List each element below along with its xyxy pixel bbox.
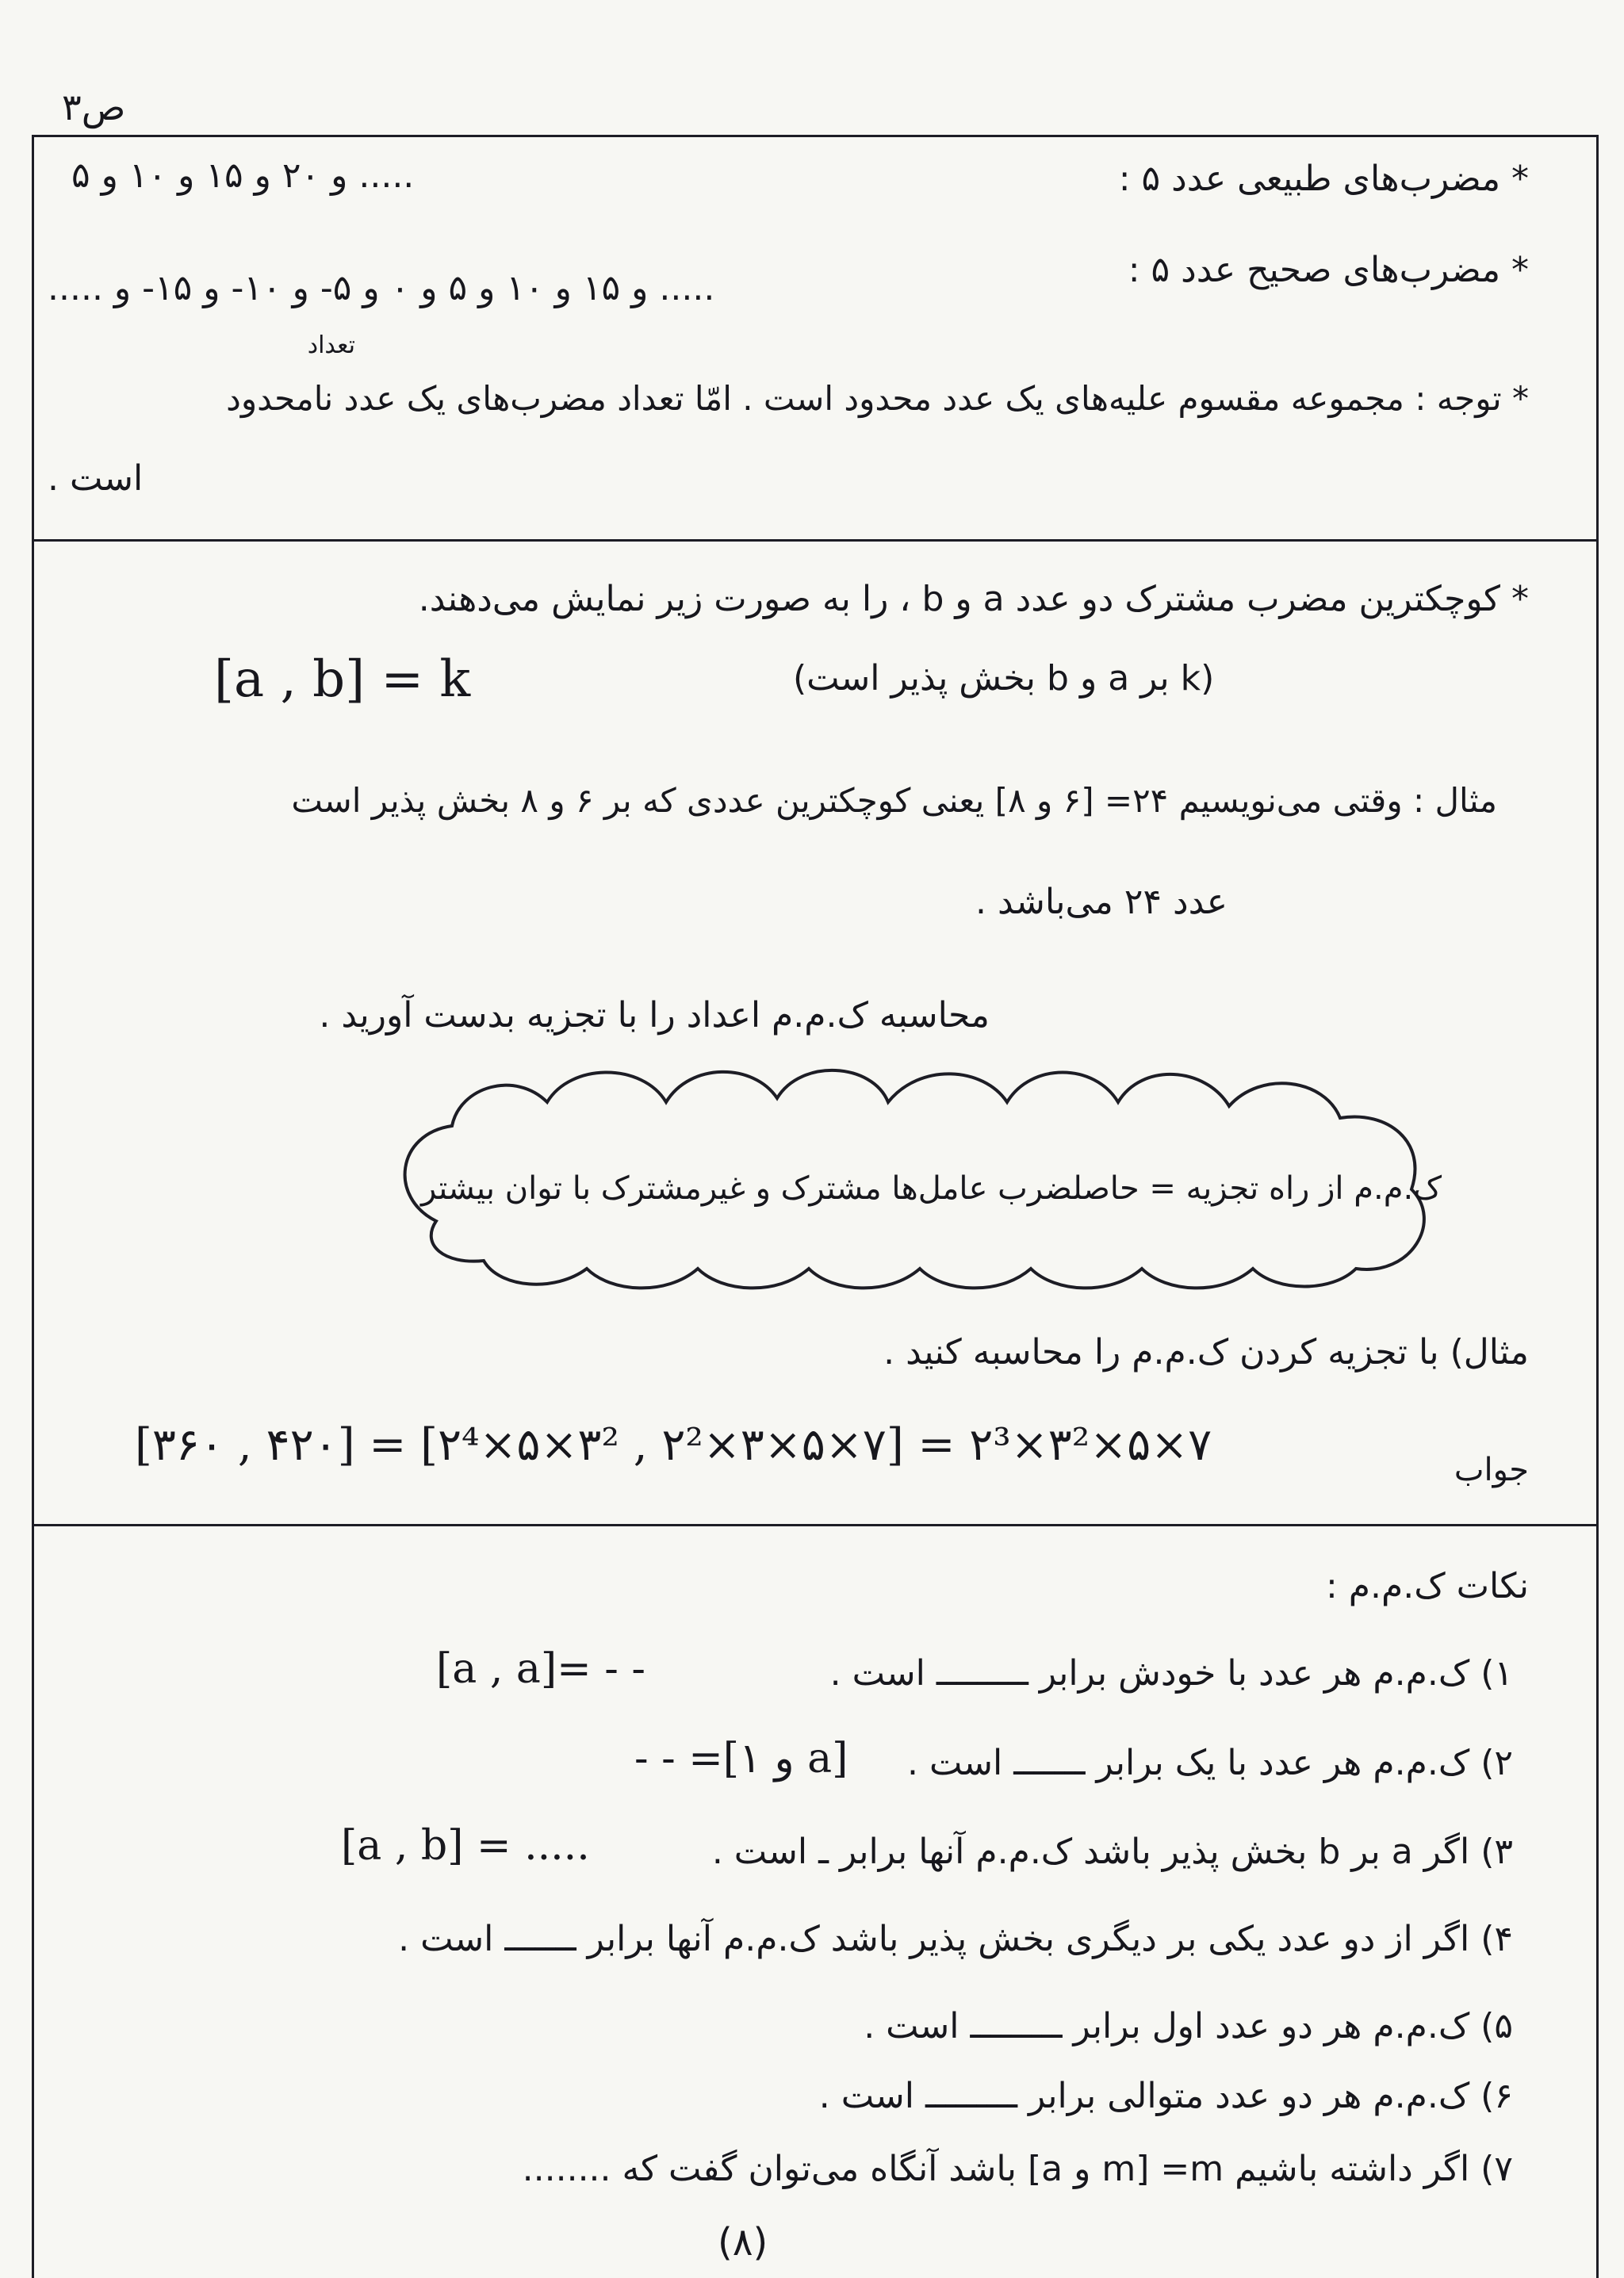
tip-item-2: ۲) ک.م.م هر عدد با یک برابر ـــــــ است . (906, 1743, 1513, 1783)
cloud-text: ک.م.م از راه تجزیه = حاصلضرب عامل‌ها مشترک و غیرمشترک با توان بیشتر (421, 1170, 1442, 1207)
note-line-1: * توجه : مجموعه مقسوم علیه‌های یک عدد محدود است . امّا تعداد مضرب‌های یک عدد نامحدود (226, 379, 1529, 418)
tip-item-7: ۷) اگر داشته باشیم m= [m و a] باشد آنگاه می‌توان گفت که ........ (522, 2149, 1513, 2189)
note-insert-word: تعداد (307, 331, 355, 359)
integer-multiples-values: ..... و ۱۵ و ۱۰ و ۵ و ۰ و ۵- و ۱۰- و ۱۵- و ..... (48, 268, 715, 308)
tip-item-4: ۴) اگر از دو عدد یکی بر دیگری بخش پذیر باشد ک.م.م آنها برابر ـــــــ است . (398, 1919, 1513, 1959)
header-label: ص۳ (62, 86, 126, 128)
answer-formula: [۳۶۰ , ۴۲۰] = [۲⁴×۵×۳² , ۲²×۳×۵×۷] = ۲³×۳²×۵×۷ (135, 1419, 1212, 1471)
tip-item-1-formula: [a , a]= - - (436, 1645, 645, 1693)
lcm-formula: [a , b] = k (214, 650, 471, 709)
example-line-2: عدد ۲۴ می‌باشد . (975, 882, 1228, 922)
tip-item-2-formula: - - =[۱ و a] (634, 1735, 848, 1782)
answer-label: جواب (1454, 1452, 1529, 1488)
example-line-1: مثال : وقتی می‌نویسیم ۲۴= [۶ و ۸] یعنی کوچکترین عددی که بر ۶ و ۸ بخش پذیر است (291, 781, 1497, 820)
lcm-definition: * کوچکترین مضرب مشترک دو عدد a و b ، را به صورت زیر نمایش می‌دهند. (418, 579, 1529, 619)
tip-item-5: ۵) ک.م.م هر دو عدد اول برابر ـــــــــ است . (864, 2006, 1513, 2046)
page-number: (۸) (718, 2220, 768, 2265)
lcm-tips-heading: نکات ک.م.م : (1325, 1566, 1529, 1606)
section-divider-1 (32, 539, 1596, 542)
tip-item-1: ۱) ک.م.م هر عدد با خودش برابر ـــــــــ است . (829, 1653, 1513, 1694)
natural-multiples-label: * مضرب‌های طبیعی عدد ۵ : (1118, 159, 1529, 199)
section-divider-2 (32, 1524, 1596, 1526)
factor-instruction: محاسبه ک.م.م اعداد را با تجزیه بدست آورید . (319, 995, 990, 1036)
natural-multiples-values: ..... و ۲۰ و ۱۵ و ۱۰ و ۵ (71, 155, 415, 196)
note-line-2: است . (48, 458, 144, 499)
example-2-line: مثال) با تجزیه کردن ک.م.م را محاسبه کنید . (883, 1332, 1529, 1373)
tip-item-6: ۶) ک.م.م هر دو عدد متوالی برابر ـــــــــ است . (818, 2076, 1513, 2116)
tip-item-3: ۳) اگر a بر b بخش پذیر باشد ک.م.م آنها برابر ـ است . (711, 1832, 1513, 1872)
tip-item-3-formula: [a , b] = ..... (341, 1822, 590, 1870)
lcm-meaning: (k بر a و b بخش پذیر است) (793, 658, 1215, 699)
integer-multiples-label: * مضرب‌های صحیح عدد ۵ : (1128, 250, 1529, 290)
